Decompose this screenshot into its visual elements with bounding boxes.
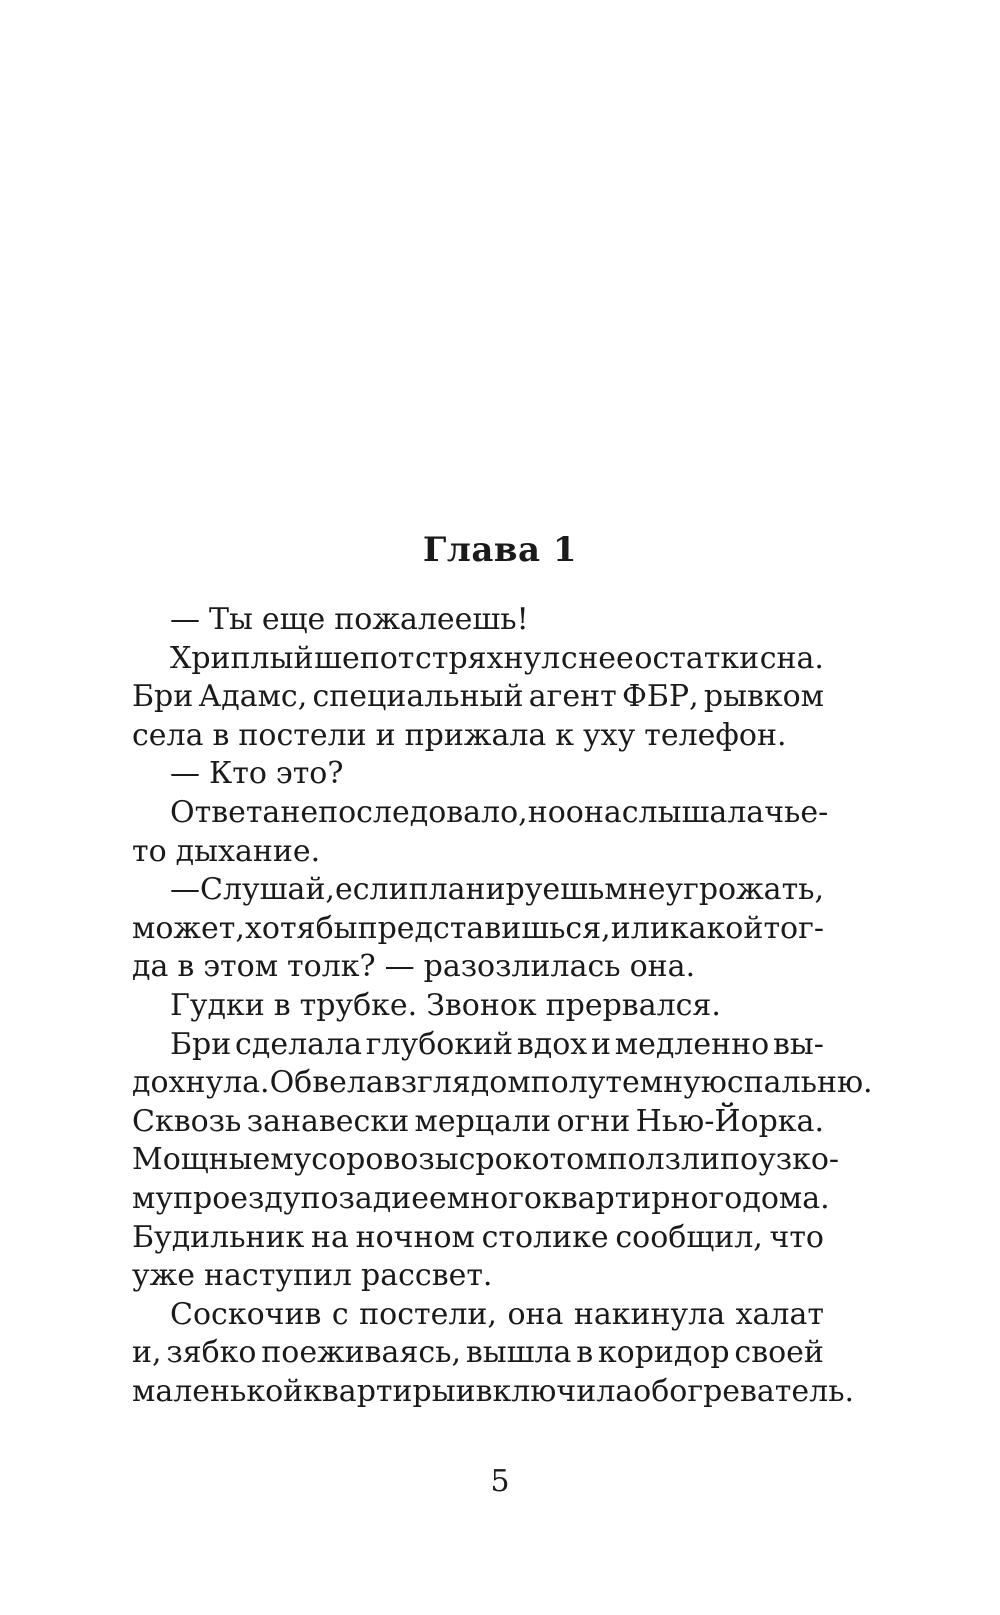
- text-line: да в этом толк? — разозлилась она.: [132, 949, 696, 985]
- text-line: села в постели и прижала к уху телефон.: [132, 717, 787, 753]
- text-line: то дыхание.: [132, 833, 321, 869]
- text-line: му проезду позади ее многоквартирного дома.: [132, 1180, 830, 1216]
- chapter-title: Глава 1: [422, 530, 578, 570]
- text-line: Хриплый шепот стряхнул с нее остатки сна.: [170, 640, 824, 676]
- text-line: — Слушай, если планируешь мне угрожать,: [170, 872, 825, 908]
- text-line: Будильник на ночном столике сообщил, что: [132, 1219, 824, 1255]
- text-line: — Ты еще пожалеешь!: [170, 602, 529, 637]
- text-line: и, зябко поеживаясь, вышла в коридор своей: [132, 1335, 824, 1371]
- body-text: [132, 601, 873, 1411]
- text-line: Гудки в трубке. Звонок прервался.: [170, 987, 721, 1023]
- text-line: — Кто это?: [170, 756, 344, 792]
- text-line: Сквозь занавески мерцали огни Нью-Йорка.: [132, 1103, 824, 1139]
- text-line: Бри сделала глубокий вдох и медленно вы-: [170, 1026, 824, 1062]
- text-line: дохнула. Обвела взглядом полутемную спальню.: [132, 1065, 873, 1101]
- text-line: Соскочив с постели, она накинула халат: [170, 1296, 824, 1332]
- text-line: уже наступил рассвет.: [132, 1258, 493, 1294]
- text-line: Бри Адамс, специальный агент ФБР, рывком: [132, 679, 824, 715]
- text-line: Ответа не последовало, но она слышала чье-: [170, 794, 829, 830]
- text-line: может, хотя бы представишься, или какой тог-: [132, 910, 824, 946]
- text-line: маленькой квартиры и включила обогреватель.: [132, 1373, 855, 1409]
- page-number: 5: [490, 1464, 510, 1499]
- text-line: Мощные мусоровозы с рокотом ползли по узко-: [132, 1142, 840, 1178]
